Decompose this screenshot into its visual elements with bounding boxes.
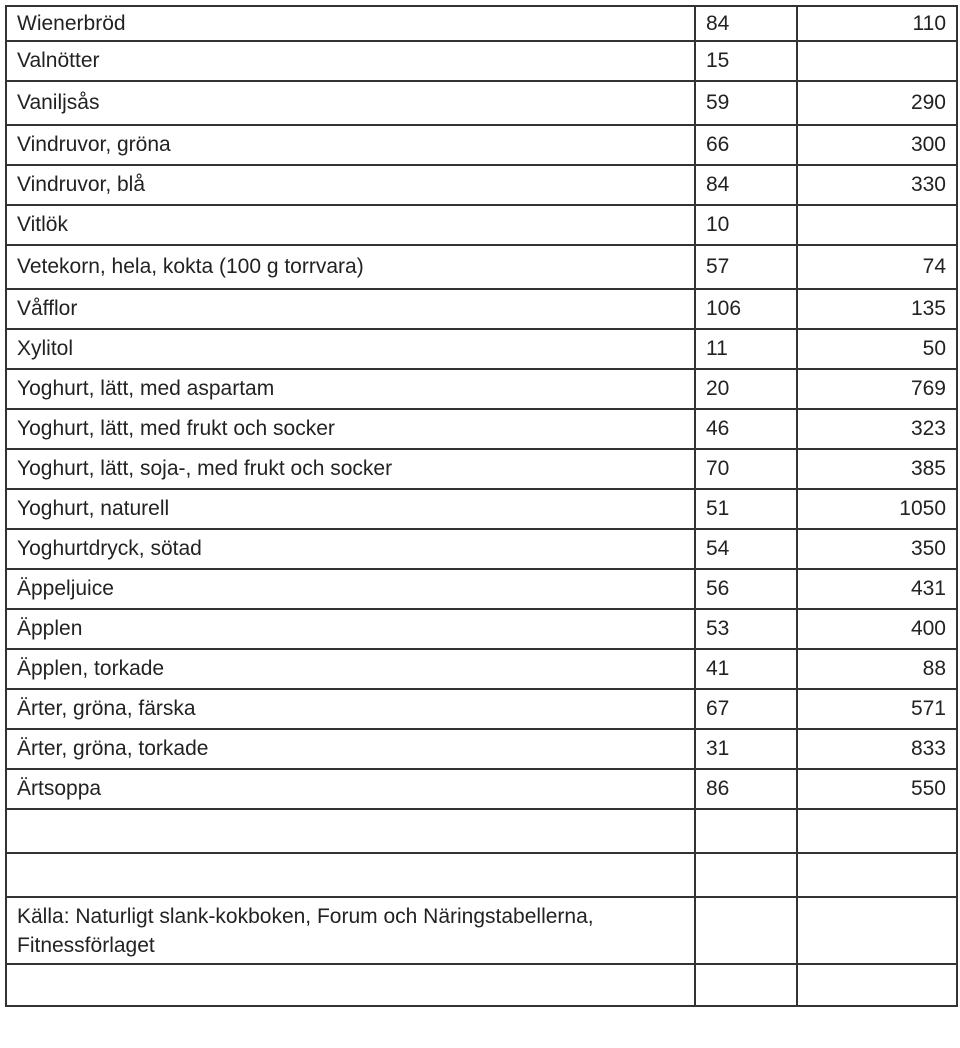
food-name-cell: Ärter, gröna, färska — [6, 689, 695, 729]
food-name-cell: Yoghurt, naturell — [6, 489, 695, 529]
food-name-cell: Ärter, gröna, torkade — [6, 729, 695, 769]
gi-value-cell: 51 — [695, 489, 797, 529]
empty-cell — [797, 964, 957, 1006]
table-row — [6, 689, 957, 729]
table-row — [6, 369, 957, 409]
table-row — [6, 769, 957, 809]
gi-value-cell: 106 — [695, 289, 797, 329]
table-row — [6, 489, 957, 529]
food-name-cell: Yoghurt, lätt, soja-, med frukt och socker — [6, 449, 695, 489]
amount-value-cell: 50 — [797, 329, 957, 369]
amount-value-cell: 1050 — [797, 489, 957, 529]
empty-cell — [6, 809, 695, 853]
empty-cell — [797, 897, 957, 964]
amount-value-cell: 350 — [797, 529, 957, 569]
food-table — [5, 5, 958, 1007]
table-row — [6, 409, 957, 449]
empty-row — [6, 809, 957, 853]
food-table-container — [5, 5, 956, 1007]
gi-value-cell: 70 — [695, 449, 797, 489]
food-name-cell: Yoghurt, lätt, med frukt och socker — [6, 409, 695, 449]
gi-value-cell: 46 — [695, 409, 797, 449]
food-name-cell: Vindruvor, blå — [6, 165, 695, 205]
empty-cell — [695, 809, 797, 853]
amount-value-cell: 550 — [797, 769, 957, 809]
table-row — [6, 529, 957, 569]
amount-value-cell: 833 — [797, 729, 957, 769]
amount-value-cell: 110 — [797, 6, 957, 41]
empty-row — [6, 964, 957, 1006]
amount-value-cell: 571 — [797, 689, 957, 729]
gi-value-cell: 54 — [695, 529, 797, 569]
table-row — [6, 609, 957, 649]
gi-value-cell: 11 — [695, 329, 797, 369]
gi-value-cell: 59 — [695, 81, 797, 125]
food-name-cell: Vaniljsås — [6, 81, 695, 125]
table-row — [6, 729, 957, 769]
amount-value-cell: 88 — [797, 649, 957, 689]
food-name-cell: Valnötter — [6, 41, 695, 81]
gi-value-cell: 53 — [695, 609, 797, 649]
gi-value-cell: 41 — [695, 649, 797, 689]
gi-value-cell: 84 — [695, 6, 797, 41]
gi-value-cell: 66 — [695, 125, 797, 165]
food-name-cell: Äppeljuice — [6, 569, 695, 609]
table-row — [6, 205, 957, 245]
gi-value-cell: 86 — [695, 769, 797, 809]
food-table-body — [6, 6, 957, 1006]
table-row — [6, 6, 957, 41]
amount-value-cell: 290 — [797, 81, 957, 125]
source-note: Källa: Naturligt slank-kokboken, Forum och Näringstabellerna, Fitnessförlaget — [6, 897, 695, 964]
table-row — [6, 165, 957, 205]
amount-value-cell — [797, 205, 957, 245]
amount-value-cell: 300 — [797, 125, 957, 165]
gi-value-cell: 84 — [695, 165, 797, 205]
gi-value-cell: 10 — [695, 205, 797, 245]
empty-cell — [695, 964, 797, 1006]
food-name-cell: Yoghurtdryck, sötad — [6, 529, 695, 569]
amount-value-cell: 431 — [797, 569, 957, 609]
amount-value-cell: 74 — [797, 245, 957, 289]
gi-value-cell: 67 — [695, 689, 797, 729]
amount-value-cell: 330 — [797, 165, 957, 205]
amount-value-cell — [797, 41, 957, 81]
gi-value-cell: 20 — [695, 369, 797, 409]
empty-cell — [797, 853, 957, 897]
table-row — [6, 41, 957, 81]
empty-cell — [797, 809, 957, 853]
food-name-cell: Vindruvor, gröna — [6, 125, 695, 165]
food-name-cell: Ärtsoppa — [6, 769, 695, 809]
food-name-cell: Yoghurt, lätt, med aspartam — [6, 369, 695, 409]
food-name-cell: Våfflor — [6, 289, 695, 329]
empty-cell — [695, 897, 797, 964]
empty-cell — [695, 853, 797, 897]
table-row — [6, 125, 957, 165]
amount-value-cell: 323 — [797, 409, 957, 449]
empty-row — [6, 853, 957, 897]
food-name-cell: Äpplen — [6, 609, 695, 649]
amount-value-cell: 769 — [797, 369, 957, 409]
source-row — [6, 897, 957, 964]
empty-cell — [6, 964, 695, 1006]
food-name-cell: Vetekorn, hela, kokta (100 g torrvara) — [6, 245, 695, 289]
food-name-cell: Wienerbröd — [6, 6, 695, 41]
table-row — [6, 449, 957, 489]
amount-value-cell: 400 — [797, 609, 957, 649]
table-row — [6, 245, 957, 289]
food-name-cell: Äpplen, torkade — [6, 649, 695, 689]
gi-value-cell: 57 — [695, 245, 797, 289]
table-row — [6, 81, 957, 125]
amount-value-cell: 385 — [797, 449, 957, 489]
table-row — [6, 649, 957, 689]
table-row — [6, 329, 957, 369]
amount-value-cell: 135 — [797, 289, 957, 329]
table-row — [6, 289, 957, 329]
gi-value-cell: 15 — [695, 41, 797, 81]
food-name-cell: Vitlök — [6, 205, 695, 245]
table-row — [6, 569, 957, 609]
food-name-cell: Xylitol — [6, 329, 695, 369]
gi-value-cell: 31 — [695, 729, 797, 769]
empty-cell — [6, 853, 695, 897]
gi-value-cell: 56 — [695, 569, 797, 609]
